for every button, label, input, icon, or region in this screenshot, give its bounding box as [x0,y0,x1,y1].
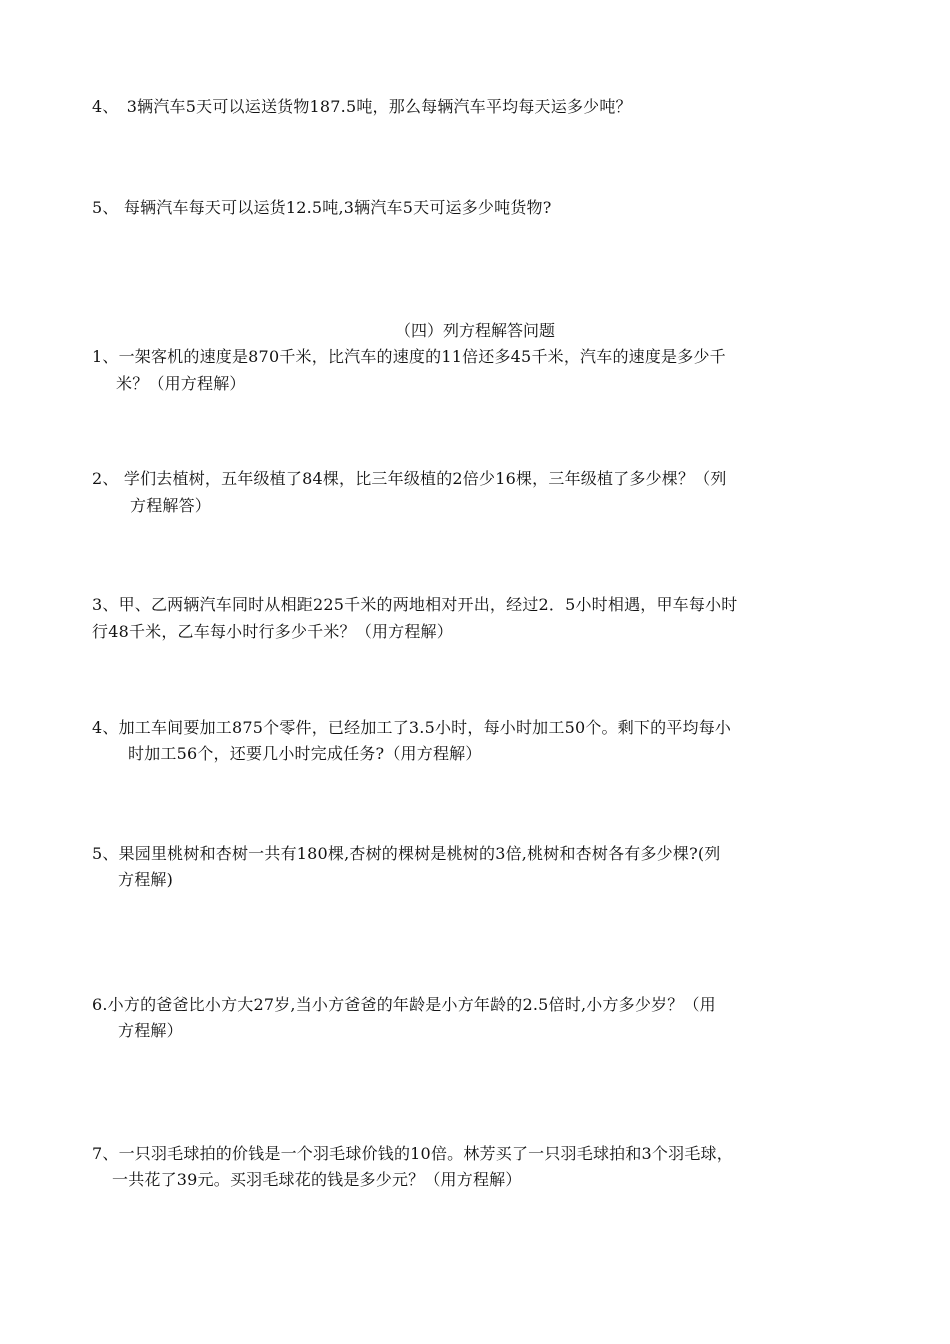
problem-4-line-1: 4、加工车间要加工875个零件，已经加工了3.5小时，每小时加工50个。剩下的平均每小 [92,718,732,737]
problem-2-line-1: 2、 学们去植树，五年级植了84棵，比三年级植的2倍少16棵，三年级植了多少棵？（列 [92,469,727,488]
problem-5-line-2: 方程解) [118,870,174,889]
problem-top-5: 5、 每辆汽车每天可以运货12.5吨,3辆汽车5天可运多少吨货物? [92,198,552,217]
problem-1-line-2: 米？（用方程解） [116,374,246,393]
section-title: （四）列方程解答问题 [394,321,555,340]
problem-top-4: 4、 3辆汽车5天可以运送货物187.5吨，那么每辆汽车平均每天运多少吨？ [92,97,632,116]
problem-1-line-1: 1、一架客机的速度是870千米，比汽车的速度的11倍还多45千米，汽车的速度是多少千 [92,347,726,366]
problem-6-line-2: 方程解） [118,1021,183,1040]
problem-4-line-2: 时加工56个，还要几小时完成任务?（用方程解） [128,744,482,763]
problem-2-line-2: 方程解答） [130,496,212,515]
problem-7-line-1: 7、一只羽毛球拍的价钱是一个羽毛球价钱的10倍。林芳买了一只羽毛球拍和3个羽毛球， [92,1144,733,1163]
problem-6-line-1: 6.小方的爸爸比小方大27岁,当小方爸爸的年龄是小方年龄的2.5倍时,小方多少岁？（用 [92,995,716,1014]
problem-3-line-1: 3、甲、乙两辆汽车同时从相距225千米的两地相对开出，经过2．5小时相遇，甲车每小时 [92,595,738,614]
problem-5-line-1: 5、果园里桃树和杏树一共有180棵,杏树的棵树是桃树的3倍,桃树和杏树各有多少棵?(列 [92,844,721,863]
problem-7-line-2: 一共花了39元。买羽毛球花的钱是多少元？（用方程解） [112,1170,522,1189]
problem-3-line-2: 行48千米，乙车每小时行多少千米？（用方程解） [92,622,453,641]
